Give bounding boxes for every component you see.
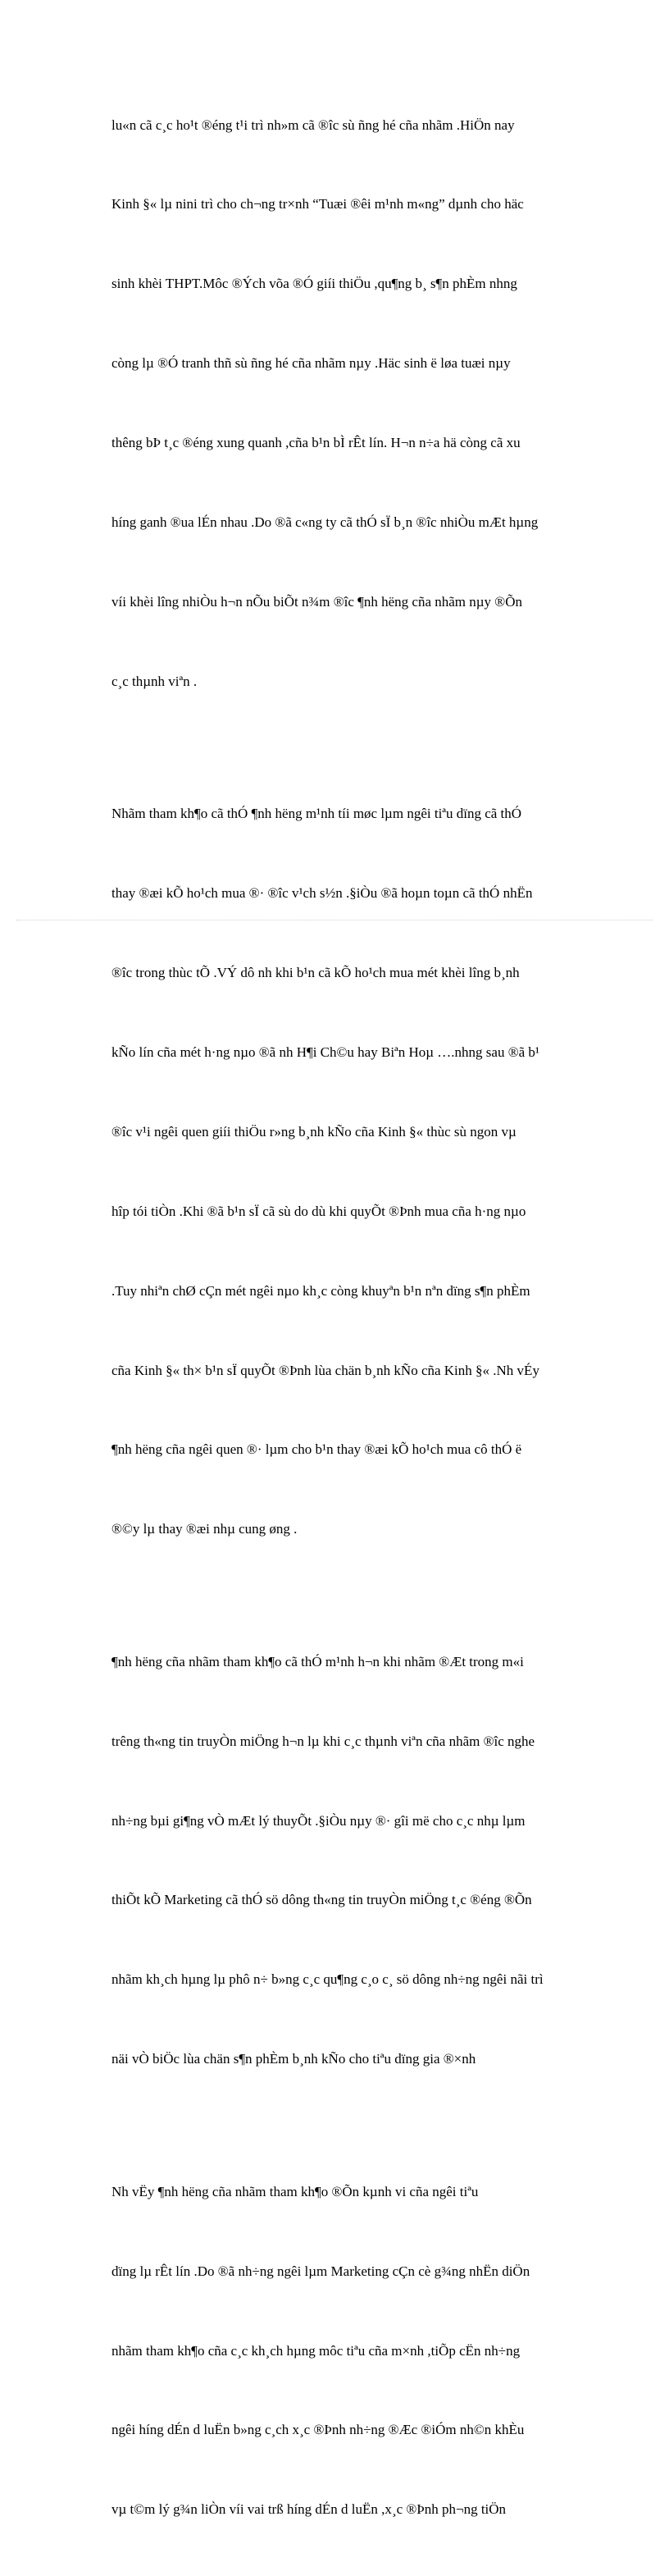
text-line: híng ganh ®ua lÉn nhau .Do ®ã c«ng ty cã thÓ sÏ b¸n ®îc nhiÒu mÆt hµng: [112, 514, 539, 531]
text-line: ¶nh hëng cña ngêi quen ®· lµm cho b¹n thay ®æi kÕ ho¹ch mua cô thÓ ë: [112, 1441, 522, 1458]
text-line: nh÷ng bµi gi¶ng vÒ mÆt lý thuyÕt .§iÒu nµy ®· gîi më cho c¸c nhµ lµm: [112, 1812, 526, 1829]
text-line: thay ®æi kÕ ho¹ch mua ®· ®îc v¹ch s½n .§iÒu ®ã hoµn toµn cã thÓ nhËn: [112, 885, 533, 902]
text-line: sinh khèi THPT.Môc ®Ých võa ®Ó giíi thiÖu ,qu¶ng b¸ s¶n phÈm nhng: [112, 276, 517, 292]
text-line: thiÕt kÕ Marketing cã thÓ sö dông th«ng tin truyÒn miÖng t¸c ®éng ®Õn: [112, 1892, 532, 1908]
paragraph-1: [112, 59, 607, 748]
text-line: ®îc v¹i ngêi quen giíi thiÖu r»ng b¸nh kÑo cña Kinh §« thùc sù ngon vµ: [112, 1123, 517, 1140]
text-line: ®©y lµ thay ®æi nhµ cung øng .: [112, 1521, 298, 1537]
text-line: Nh vËy ¶nh hëng cña nhãm tham kh¶o ®Õn kµnh vi cña ngêi tiªu: [112, 2183, 479, 2199]
text-line: ®îc trong thùc tÕ .VÝ dô nh khi b¹n cã kÕ ho¹ch mua mét khèi lîng b¸nh: [112, 965, 520, 981]
text-line: dïng lµ rÊt lín .Do ®ã nh÷ng ngêi lµm Marketing cÇn cè g¾ng nhËn diÖn: [112, 2263, 530, 2279]
text-line: Kinh §« lµ nini trì cho ch¬ng tr×nh “Tuæi ®êi m¹nh m«ng” dµnh cho häc: [112, 196, 524, 212]
paragraph-3: [112, 1596, 607, 2126]
paragraph-2: [112, 748, 607, 1596]
text-line: cña Kinh §« th× b¹n sÏ quyÕt ®Þnh lùa chän b¸nh kÑo cña Kinh §« .Nh vÉy: [112, 1362, 539, 1378]
text-line: ¶nh hëng cña nhãm tham kh¶o cã thÓ m¹nh h¬n khi nhãm ®Æt trong m«i: [112, 1653, 524, 1669]
text-line: vµ t©m lý g¾n liÒn víi vai trß híng dÉn d luËn ,x¸c ®Þnh ph¬ng tiÖn: [112, 2501, 507, 2518]
text-line: nhãm tham kh¶o cña c¸c kh¸ch hµng môc tiªu cña m×nh ,tiÕp cËn nh÷ng: [112, 2342, 521, 2359]
text-line: thêng bÞ t¸c ®éng xung quanh ,cña b¹n bÌ rÊt lín. H¬n n÷a hä còng cã xu: [112, 435, 521, 451]
text-line: kÑo lín cña mét h·ng nµo ®ã nh H¶i Ch©u hay Biªn Hoµ ….nhng sau ®ã b¹: [112, 1044, 540, 1060]
text-line: näi vÒ biÖc lùa chän s¶n phÈm b¸nh kÑo cho tiªu dïng gia ®×nh: [112, 2051, 476, 2067]
text-line: .Tuy nhiªn chØ cÇn mét ngêi nµo kh¸c còng khuyªn b¹n nªn dïng s¶n phÈm: [112, 1282, 530, 1299]
text-line: trêng th«ng tin truyÒn miÖng h¬n lµ khi c¸c thµnh viªn cña nhãm ®îc nghe: [112, 1733, 535, 1749]
text-line: lu«n cã c¸c ho¹t ®éng t¹i trì nh»m cã ®îc sù ñng hé cña nhãm .HiÖn nay: [112, 116, 515, 133]
text-line: c¸c thµnh viªn .: [112, 673, 198, 689]
text-line: còng lµ ®Ó tranh thñ sù ñng hé cña nhãm nµy .Häc sinh ë løa tuæi nµy: [112, 355, 511, 372]
text-line: ngêi híng dÉn d luËn b»ng c¸ch x¸c ®Þnh nh÷ng ®Æc ®iÓm nh©n khÈu: [112, 2422, 525, 2438]
text-line: nhãm kh¸ch hµng lµ phô n÷ b»ng c¸c qu¶ng c¸o c¸ sö dông nh÷ng ngêi nãi trì: [112, 1971, 544, 1988]
text-line: víi khèi lîng nhiÒu h¬n nÕu biÕt n¾m ®îc ¶nh hëng cña nhãm nµy ®Õn: [112, 593, 523, 610]
text-line: hîp tói tiÒn .Khi ®ã b¹n sÏ cã sù do dù khi quyÕt ®Þnh mua cña h·ng nµo: [112, 1203, 526, 1219]
document-body: [112, 59, 607, 2576]
paragraph-4: [112, 2126, 607, 2576]
text-line: Nhãm tham kh¶o cã thÓ ¶nh hëng m¹nh tíi møc lµm ngêi tiªu dïng cã thÓ: [112, 806, 522, 822]
